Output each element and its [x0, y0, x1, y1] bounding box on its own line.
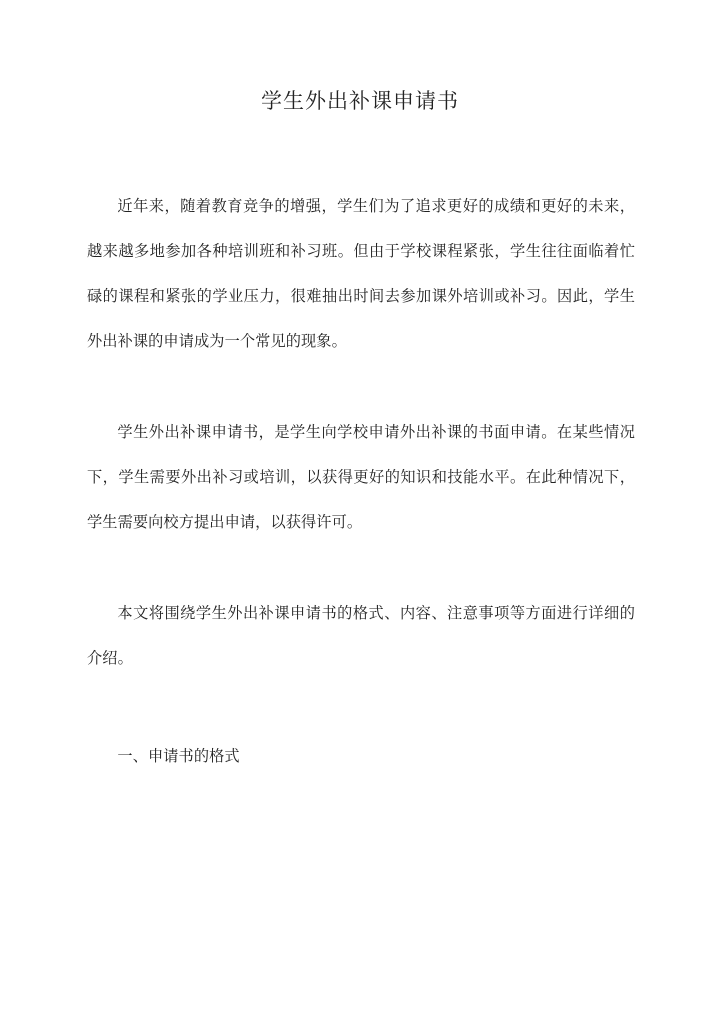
paragraph-definition: 学生外出补课申请书，是学生向学校申请外出补课的书面申请。在某些情况下，学生需要外出补习或培训，以获得更好的知识和技能水平。在此种情况下，学生需要向校方提出申请，以获得许可。: [87, 423, 635, 531]
paragraph-introduction: 近年来，随着教育竞争的增强，学生们为了追求更好的成绩和更好的未来，越来越多地参加各种培训班和补习班。但由于学校课程紧张，学生往往面临着忙碌的课程和紧张的学业压力，很难抽出时间去参加课外培训或补习。因此，学生外出补课的申请成为一个常见的现象。: [87, 197, 635, 350]
paragraph-overview: 本文将围绕学生外出补课申请书的格式、内容、注意事项等方面进行详细的介绍。: [87, 604, 635, 667]
document-title: 学生外出补课申请书: [261, 89, 459, 113]
section-heading-format: 一、申请书的格式: [117, 747, 240, 765]
